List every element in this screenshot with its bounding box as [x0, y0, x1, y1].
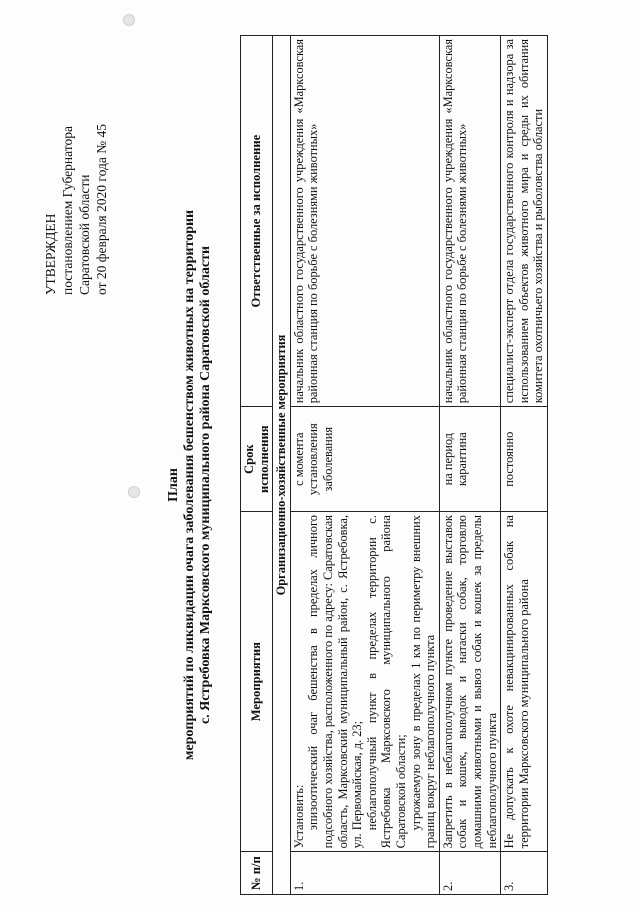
approval-heading: УТВЕРЖДЕН [43, 213, 58, 295]
row-num: 3. [501, 852, 548, 895]
row-responsible: начальник областного государственного учреждения «Марксовская районная станция по борьбе с болезнями животных» [439, 36, 500, 407]
row-activity: Запретить в неблагополучном пункте проведение выставок собак и кошек, выводок и натаски собак, торговлю домашними животными и вывоз собак и кошек за пределы неблагополучного пункта [439, 512, 500, 852]
activity-paragraph: неблагополучный пункт в пределах территории с. Ястребовка Марксовского муниципального района Саратовской области; [364, 515, 408, 849]
row-activity [290, 512, 439, 852]
activity-paragraph: угрожаемую зону в пределах 1 км по периметру внешних границ вокруг неблагополучного пункта [408, 515, 438, 849]
table-row [501, 36, 548, 895]
title-line: мероприятий по ликвидации очага заболевания бешенством животных на территории [182, 209, 197, 761]
header-term: Срок исполнения [241, 407, 273, 512]
row-responsible: специалист-эксперт отдела государственного контроля и надзора за использованием объектов животного мира и среды их обитания комитета охотничьего хозяйства и рыболовства области [501, 36, 548, 407]
row-num: 1. [290, 852, 439, 895]
row-activity: Не допускать к охоте невакцинированных собак на территории Марксовского муниципального района [501, 512, 548, 852]
table-row [439, 36, 500, 895]
header-responsible: Ответственные за исполнение [241, 36, 273, 407]
approval-date: от 20 февраля 2020 года № 45 [94, 124, 109, 295]
row-num: 2. [439, 852, 500, 895]
activity-paragraph: Установить: [291, 784, 306, 849]
row-term: на период карантина [439, 407, 500, 512]
plan-table [240, 35, 548, 895]
row-responsible: начальник областного государственного учреждения «Марксовская районная станция по борьбе с болезнями животных» [290, 36, 439, 407]
approval-line: Саратовской области [77, 174, 92, 295]
row-term: с момента установления заболевания [290, 407, 439, 512]
title-line: с. Ястребовка Марксовского муниципального района Саратовской области [198, 245, 213, 725]
section-title: Организационно-хозяйственные мероприятия [273, 36, 291, 895]
row-term: постоянно [501, 407, 548, 512]
table-row [290, 36, 439, 895]
rotated-document-content [20, 15, 590, 895]
document-title [166, 155, 214, 815]
title-heading: План [166, 468, 181, 502]
header-activity: Мероприятия [241, 512, 273, 852]
approval-line: постановлением Губернатора [60, 126, 75, 295]
approval-stamp-block [42, 55, 110, 295]
table-section-row [273, 36, 291, 895]
header-num: № п/п [241, 852, 273, 895]
table-header-row [241, 36, 273, 895]
activity-paragraph: эпизоотический очаг бешенства в пределах личного подсобного хозяйства, расположенного по адресу: Саратовская область, Марксовский муниципальный район, с. Ястребовка, ул. Первомайская, д. 23; [306, 515, 365, 849]
